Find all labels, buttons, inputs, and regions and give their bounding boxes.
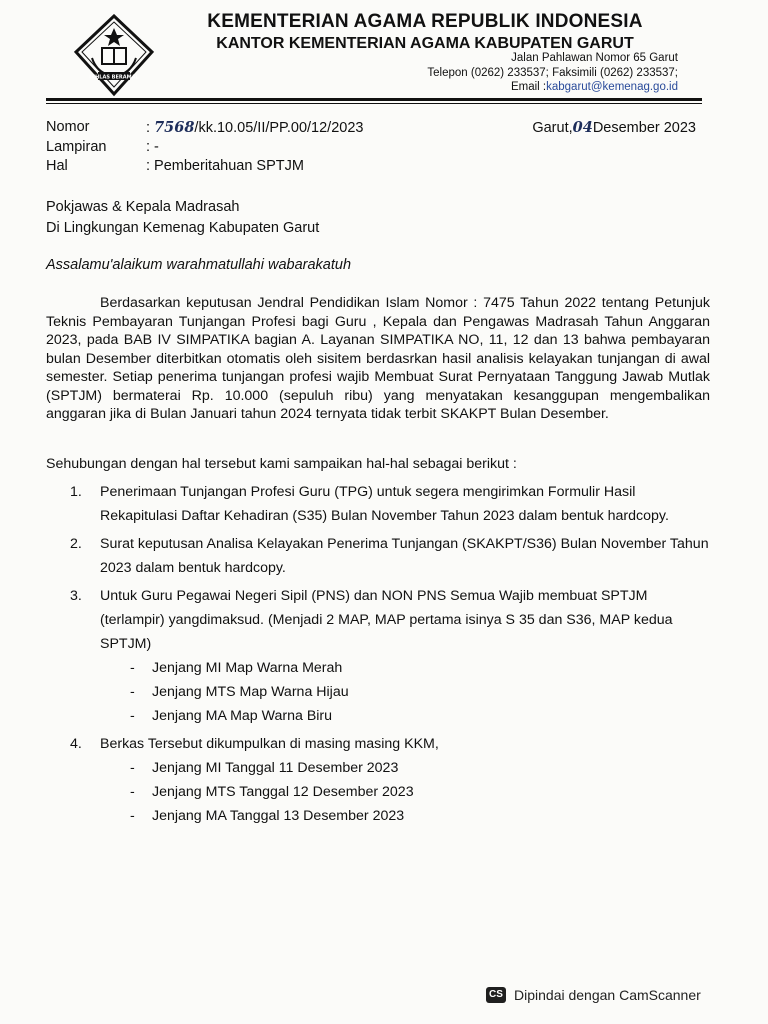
letterhead-ministry: KEMENTERIAN AGAMA REPUBLIK INDONESIA [207,11,643,32]
list-item: 2. Surat keputusan Analisa Kelayakan Penerima Tunjangan (SKAKPT/S36) Bulan November Tahun 2023 dalam bentuk hardcopy. [70,536,709,576]
camscanner-icon: CS [486,987,506,1003]
kemenag-emblem-icon [72,14,156,98]
meta-lampiran: Lampiran : - [46,139,159,155]
sub-item: - Jenjang MI Map Warna Merah [130,660,343,676]
scanner-watermark [486,987,701,1003]
list-item: 1. Penerimaan Tunjangan Profesi Guru (TPG) untuk segera mengirimkan Formulir Hasil Rekapitulasi Daftar Kehadiran (S35) Bulan November Tahun 2023 dalam bentuk hardcopy. [70,484,669,524]
scanner-label: Dipindai dengan CamScanner [514,987,701,1003]
recipient-line: Pokjawas & Kepala Madrasah [46,199,240,215]
recipient-line: Di Lingkungan Kemenag Kabupaten Garut [46,220,320,236]
letterhead-phone: Telepon (0262) 233537; Faksimili (0262) 233537; [427,66,678,79]
sub-item: - Jenjang MA Tanggal 13 Desember 2023 [130,808,405,824]
header-rule-thin [46,103,702,104]
recipient-block [46,197,319,239]
header-rule [46,98,702,101]
letter-meta [46,118,696,176]
meta-hal: Hal : Pemberitahuan SPTJM [46,158,304,174]
letterhead-contact [160,51,678,95]
body-paragraph: Berdasarkan keputusan Jendral Pendidikan Islam Nomor : 7475 Tahun 2022 tentang Petunjuk Teknis Pembayaran Tunjangan Profesi bagi Guru , Kepala dan Pengawas Madrasah Tahun Anggaran 2023, pada BAB IV SIMPATIKA bagian A. Layanan SIMPATIKA NO, 11, 12 dan 13 bahwa pembayaran bulan Desember diterbitkan otomatis oleh sisitem berdasrkan hasil analisis kelayakan tunjangan di awal semester. Setiap penerima tunjangan profesi wajib Membuat Surat Pernyataan Tanggung Jawab Mutlak (SPTJM) bermaterai Rp. 10.000 (sepuluh ribu) yang menyatakan kesanggupan mengembalikan anggaran jika di Bulan Januari tahun 2024 ternyata tidak terbit SKAKPT Bulan Desember. [46,295,710,422]
list-item: 3. Untuk Guru Pegawai Negeri Sipil (PNS) dan NON PNS Semua Wajib membuat SPTJM (terlampir) yangdimaksud. (Menjadi 2 MAP, MAP pertama isinya S 35 dan S36, MAP kedua SPTJM) [70,588,673,652]
list-item: 4. Berkas Tersebut dikumpulkan di masing masing KKM, [70,736,439,752]
logo-motto: IKHLAS BERAMAL [89,74,139,81]
handwritten-number: 7568 [154,119,195,136]
letterhead-office: KANTOR KEMENTERIAN AGAMA KABUPATEN GARUT [216,35,634,52]
sub-item: - Jenjang MI Tanggal 11 Desember 2023 [130,760,399,776]
list-intro: Sehubungan dengan hal tersebut kami sampaikan hal-hal sebagai berikut : [46,456,517,472]
handwritten-day: 04 [572,119,593,136]
letterhead [160,10,690,54]
letter-date: Garut,04Desember 2023 [532,119,696,136]
sub-item: - Jenjang MA Map Warna Biru [130,708,333,724]
letterhead-address: Jalan Pahlawan Nomor 65 Garut [511,52,678,64]
greeting: Assalamu'alaikum warahmatullahi wabarakatuh [46,257,352,273]
letterhead-email: Email :kabgarut@kemenag.go.id [510,81,678,93]
sub-item: - Jenjang MTS Tanggal 12 Desember 2023 [130,784,414,800]
meta-nomor: Nomor : 7568/kk.10.05/II/PP.00/12/2023 [46,119,364,136]
email-link[interactable]: kabgarut@kemenag.go.id [546,81,678,93]
sub-item: - Jenjang MTS Map Warna Hijau [130,684,349,700]
instruction-list [70,480,710,828]
